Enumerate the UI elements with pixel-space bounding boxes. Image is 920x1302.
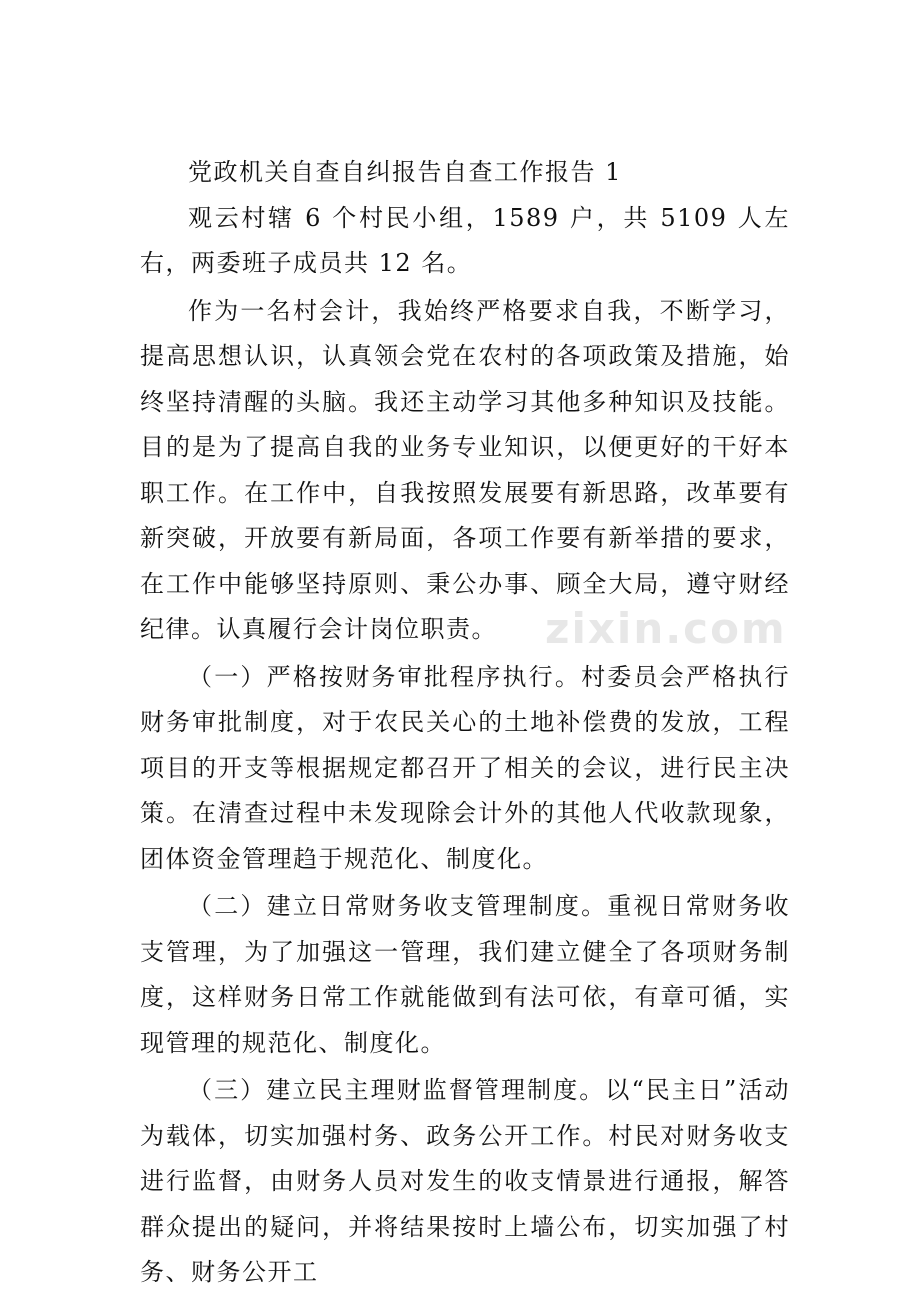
document-body	[140, 150, 790, 1296]
paragraph-approval-procedure: （一）严格按财务审批程序执行。村委员会严格执行财务审批制度，对于农民关心的土地补偿费的发放，工程项目的开支等根据规定都召开了相关的会议，进行民主决策。在清查过程中未发现除会计外的其他人代收款现象，团体资金管理趋于规范化、制度化。	[140, 662, 790, 873]
paragraph-village-overview: 观云村辖 6 个村民小组，1589 户，共 5109 人左右，两委班子成员共 12 名。	[140, 203, 790, 277]
document-title: 党政机关自查自纠报告自查工作报告 1	[188, 158, 622, 186]
paragraph-daily-finance: （二）建立日常财务收支管理制度。重视日常财务收支管理，为了加强这一管理，我们建立健全了各项财务制度，这样财务日常工作就能做到有法可依，有章可循，实现管理的规范化、制度化。	[140, 892, 790, 1057]
paragraph-democratic-supervision: （三）建立民主理财监督管理制度。以“民主日”活动为载体，切实加强村务、政务公开工作。村民对财务收支进行监督，由财务人员对发生的收支情景进行通报，解答群众提出的疑问，并将结果按时上墙公布，切实加强了村务、财务公开工	[140, 1076, 790, 1286]
watermark: zixin.com	[545, 604, 787, 653]
paragraph-self-requirement: 作为一名村会计，我始终严格要求自我，不断学习，提高思想认识，认真领会党在农村的各项政策及措施，始终坚持清醒的头脑。我还主动学习其他多种知识及技能。目的是为了提高自我的业务专业知识，以便更好的干好本职工作。在工作中，自我按照发展要有新思路，改革要有新突破，开放要有新局面，各项工作要有新举措的要求，在工作中能够坚持原则、秉公办事、顾全大局，遵守财经纪律。认真履行会计岗位职责。	[140, 296, 790, 643]
